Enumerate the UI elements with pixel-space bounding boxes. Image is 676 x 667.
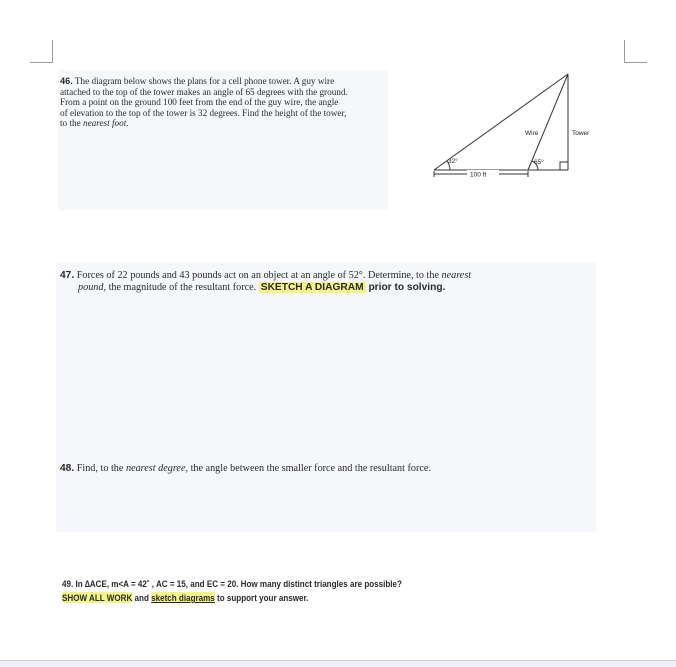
emphasis-text: pound,	[78, 282, 107, 294]
problem-46	[60, 76, 370, 129]
problem-text: to support your answer.	[214, 592, 309, 603]
problem-text-line: The diagram below shows the plans for a cell phone tower. A guy wire	[74, 76, 335, 86]
angle-32-label: 32°	[448, 158, 458, 165]
crop-mark-top-right	[624, 40, 647, 63]
highlight-show-all-work: SHOW ALL WORK	[62, 592, 133, 603]
tower-diagram	[420, 62, 610, 187]
problem-text: Find, to the	[76, 463, 126, 474]
wire-label: Wire	[525, 130, 539, 137]
emphasis-text: nearest degree,	[125, 463, 189, 474]
problem-text: Forces of 22 pounds and 43 pounds act on an object at an angle of 52°. Determine, to the	[76, 270, 442, 281]
problem-number: 48.	[60, 463, 75, 474]
problem-number: 46.	[60, 76, 73, 86]
problem-text: In ∆ACE, m<A = 42˚ , AC = 15, and EC = 20. How many distinct triangles are possible?	[75, 578, 402, 589]
problem-48	[60, 463, 530, 475]
problem-text-line: attached to the top of the tower makes an angle of 65 degrees with the ground.	[60, 86, 348, 97]
problem-47	[60, 270, 530, 295]
highlight-sketch-diagrams: sketch diagrams	[151, 592, 215, 603]
emphasis-text: nearest	[441, 270, 472, 281]
scan-shade	[56, 262, 596, 532]
problem-text-line: of elevation to the top of the tower is 32 degrees. Find the height of the tower,	[60, 107, 347, 118]
distance-label: 100 ft	[470, 171, 487, 179]
problem-text: and	[132, 592, 152, 603]
crop-mark-top-left	[30, 40, 53, 63]
problem-text-line: to the	[60, 118, 83, 129]
problem-text-line: From a point on the ground 100 feet from the end of the guy wire, the angle	[60, 97, 339, 108]
angle-65-label: 65°	[534, 159, 544, 166]
problem-text: the magnitude of the resultant force.	[106, 282, 259, 294]
problem-number: 47.	[60, 270, 75, 281]
highlight-sketch-diagram: SKETCH A DIAGRAM	[260, 282, 364, 294]
right-angle-mark	[560, 162, 568, 170]
problem-49	[62, 577, 423, 605]
problem-text: prior to solving.	[365, 282, 446, 294]
problem-text: the angle between the smaller force and the resultant force.	[188, 463, 431, 474]
emphasis-text: nearest foot.	[82, 118, 129, 129]
problem-number: 49.	[62, 578, 74, 589]
tower-label: Tower	[572, 130, 590, 137]
